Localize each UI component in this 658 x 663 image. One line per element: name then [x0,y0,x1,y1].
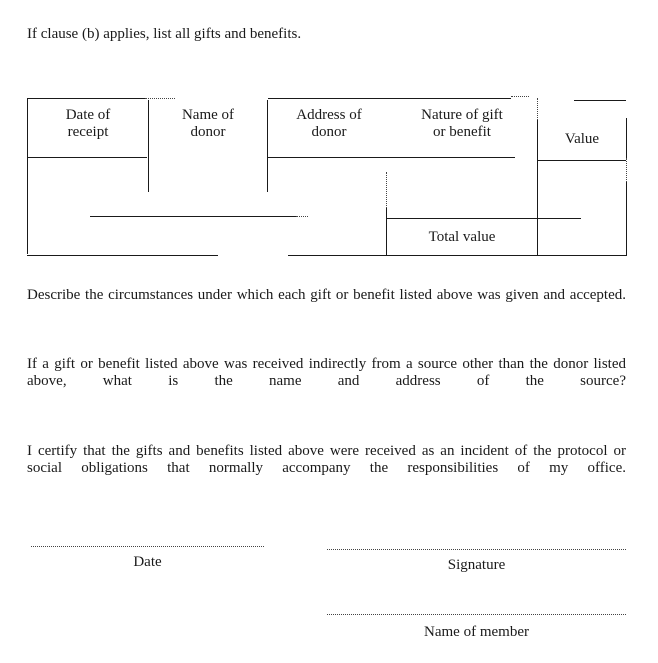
header-line: Address of [296,107,362,123]
header-line: or benefit [433,124,491,140]
member-name-line [327,614,626,615]
table-bottom-rule [288,255,626,256]
indirect-source-text: If a gift or benefit listed above was received indirectly from a source other than the donor listed above, what is the name and address of the source? [27,356,626,389]
value-column-left [537,120,538,256]
header-line: Date of [65,107,111,123]
value-column-left-dotted [537,98,538,120]
header-underline [27,157,147,158]
date-label: Date [133,554,162,570]
column-divider-2 [267,100,268,192]
header-line: donor [311,124,347,140]
value-header-underline [537,160,626,161]
column-divider-3 [386,172,387,208]
header-name-of-donor [150,107,266,141]
total-value-label: Total value [428,229,496,245]
header-nature-of-gift [392,107,532,141]
signature-line [327,549,626,550]
header-line: Name of [181,107,235,123]
header-line: donor [190,124,226,140]
member-name-label: Name of member [424,624,529,640]
column-divider-3 [386,208,387,256]
table-left-border [27,98,28,254]
table-top-rule [27,98,145,99]
describe-circumstances-text: Describe the circumstances under which each gift or benefit listed above was given and accepted. [27,287,626,303]
header-address-of-donor [270,107,388,141]
table-bottom-rule [27,255,218,256]
row-rule-dotted [296,216,308,217]
total-row-top-rule [386,218,581,219]
date-signature-line [31,546,264,547]
table-top-rule-dotted [511,96,529,97]
intro-text: If clause (b) applies, list all gifts and benefits. [27,26,302,42]
table-top-rule-dotted [145,98,175,99]
signature-label: Signature [447,557,506,573]
row-rule [90,216,296,217]
certification-text: I certify that the gifts and benefits listed above were received as an incident of the protocol or social obligations that normally accompany the responsibilities of my office. [27,443,626,476]
header-date-of-receipt [30,107,146,141]
header-underline [267,157,515,158]
column-divider-1 [148,100,149,192]
header-line: receipt [67,124,109,140]
table-right-border [626,182,627,256]
table-right-border-dotted [626,158,627,182]
table-top-rule [268,98,511,99]
table-right-border [626,118,627,158]
table-top-rule [574,100,626,101]
header-value: Value [564,131,600,147]
header-line: Nature of gift [421,107,503,123]
